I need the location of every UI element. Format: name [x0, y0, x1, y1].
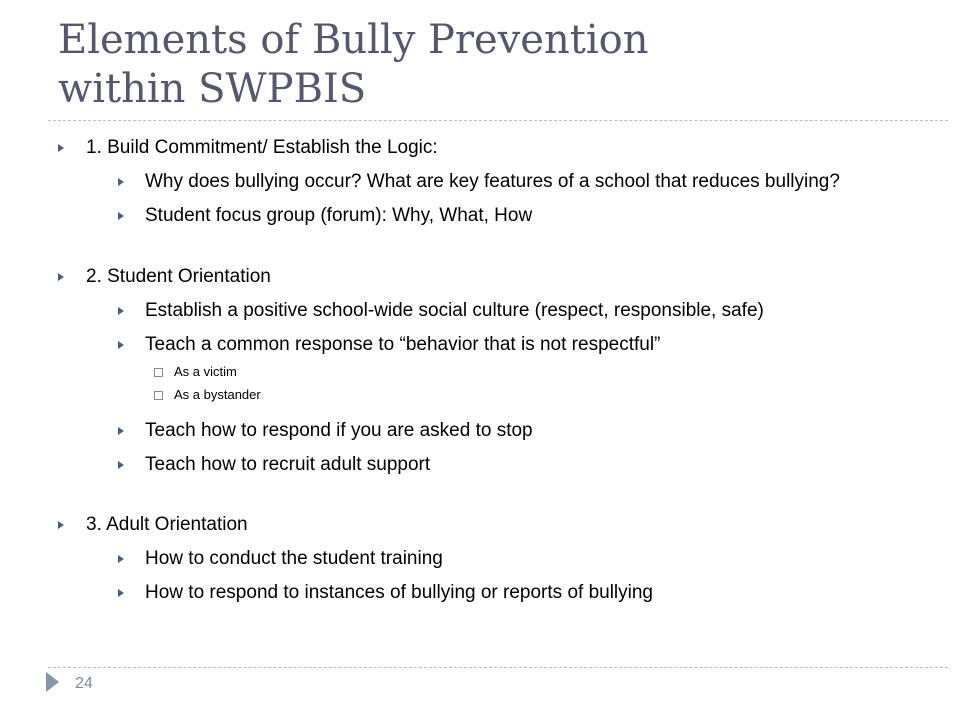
- triangle-bullet-icon: [118, 307, 124, 315]
- page-number: 24: [75, 675, 93, 692]
- list-item: [58, 453, 938, 476]
- list-item-text: How to conduct the student training: [145, 548, 443, 569]
- slide-title-line-2: within SWPBIS: [58, 66, 367, 112]
- list-item: [58, 581, 938, 604]
- triangle-bullet-icon: [58, 144, 64, 152]
- section-heading-text: 1. Build Commitment/ Establish the Logic:: [86, 137, 438, 158]
- section-heading-text: 2. Student Orientation: [86, 266, 271, 287]
- triangle-bullet-icon: [118, 212, 124, 220]
- footer-triangle-icon: [46, 672, 59, 692]
- section-heading-text: 3. Adult Orientation: [86, 514, 248, 535]
- slide-body: [58, 136, 938, 604]
- title-divider: [48, 120, 948, 121]
- triangle-bullet-icon: [58, 273, 64, 281]
- sub-list-item-text: As a victim: [174, 364, 237, 379]
- sub-list-item-text: As a bystander: [174, 387, 261, 402]
- section-heading-1: [58, 136, 938, 159]
- square-bullet-icon: [154, 391, 163, 400]
- slide-title: [58, 16, 918, 114]
- triangle-bullet-icon: [58, 521, 64, 529]
- section-heading-2: [58, 265, 938, 288]
- triangle-bullet-icon: [118, 589, 124, 597]
- slide-title-line-1: Elements of Bully Prevention: [58, 17, 649, 63]
- list-item: [58, 299, 938, 322]
- list-item: [58, 547, 938, 570]
- list-item: [58, 419, 938, 442]
- list-item-text: Student focus group (forum): Why, What, How: [145, 205, 533, 226]
- list-item-text: Teach how to recruit adult support: [145, 454, 431, 475]
- list-item: [58, 170, 938, 193]
- triangle-bullet-icon: [118, 555, 124, 563]
- list-item-text: Teach a common response to “behavior that is not respectful”: [145, 334, 661, 355]
- triangle-bullet-icon: [118, 341, 124, 349]
- list-item-text: Teach how to respond if you are asked to stop: [145, 420, 533, 441]
- list-item: [58, 333, 938, 356]
- list-item: [58, 204, 938, 227]
- section-heading-3: [58, 513, 938, 536]
- list-item-text: Why does bullying occur? What are key features of a school that reduces bullying?: [145, 171, 840, 192]
- sub-list-item: [58, 364, 938, 380]
- triangle-bullet-icon: [118, 427, 124, 435]
- triangle-bullet-icon: [118, 178, 124, 186]
- list-item-text: Establish a positive school-wide social culture (respect, responsible, safe): [145, 300, 764, 321]
- list-item-text: How to respond to instances of bullying or reports of bullying: [145, 582, 653, 603]
- square-bullet-icon: [154, 368, 163, 377]
- triangle-bullet-icon: [118, 461, 124, 469]
- sub-list-item: [58, 387, 938, 403]
- footer-divider: [48, 667, 948, 668]
